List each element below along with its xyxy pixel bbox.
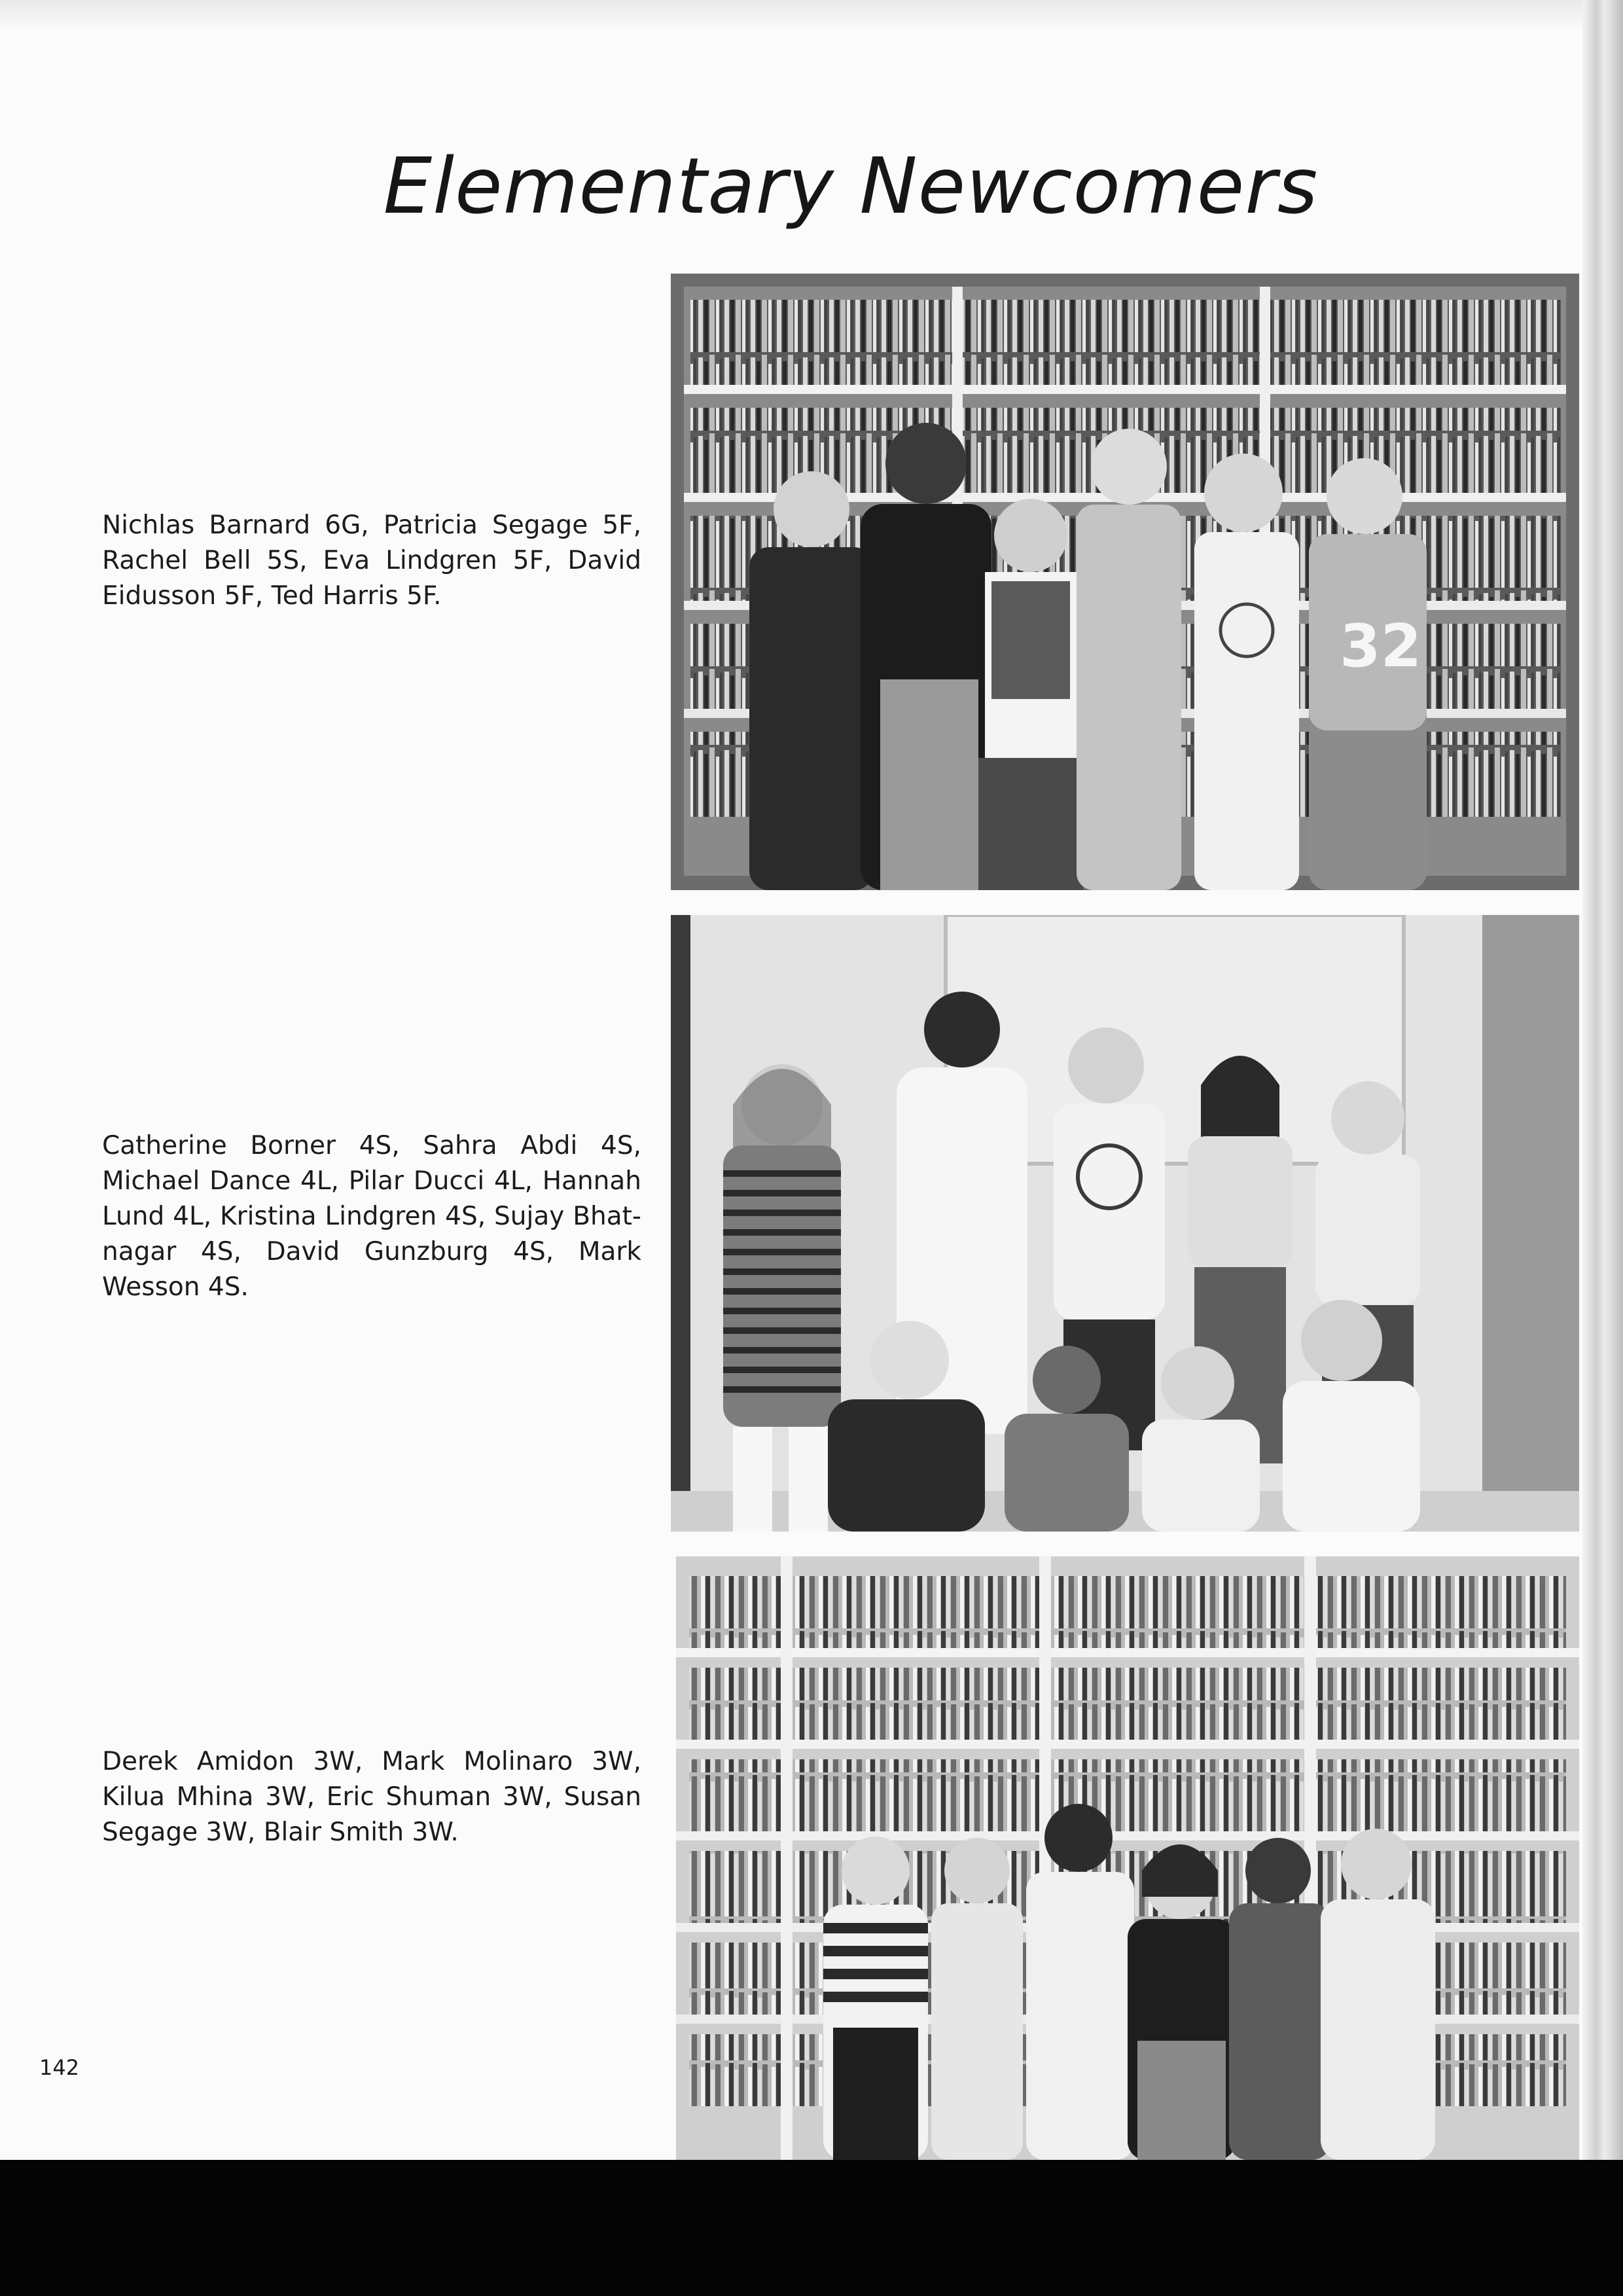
page-title: Elementary Newcomers — [383, 141, 1319, 231]
caption-group-3: Derek Amidon 3W, Mark Molinaro 3W, Kilua Mhina 3W, Eric Shuman 3W, Susan Segage 3W, Blair Smith 3W. — [102, 1747, 641, 1847]
scan-border — [0, 2160, 1623, 2296]
scan-shadow — [0, 0, 1623, 30]
group-photo-1 — [671, 274, 1579, 890]
caption-group-1: Nichlas Barnard 6G, Patricia Segage 5F, Rachel Bell 5S, Eva Lindgren 5F, David Eidusson 5F, Ted Harris 5F. — [102, 511, 641, 611]
group-photo-2 — [671, 915, 1579, 1532]
jersey-number: 32 — [1340, 612, 1422, 681]
caption-group-2: Catherine Borner 4S, Sahra Abdi 4S, Michael Dance 4L, Pilar Ducci 4L, Hannah Lund 4L, Kristina Lindgren 4S, Sujay Bhat-nagar 4S, David Gunzburg 4S, Mark Wesson 4S. — [102, 1131, 641, 1302]
group-photo-3 — [676, 1556, 1579, 2160]
page-edge — [1582, 0, 1623, 2160]
page-number: 142 — [39, 2055, 80, 2080]
